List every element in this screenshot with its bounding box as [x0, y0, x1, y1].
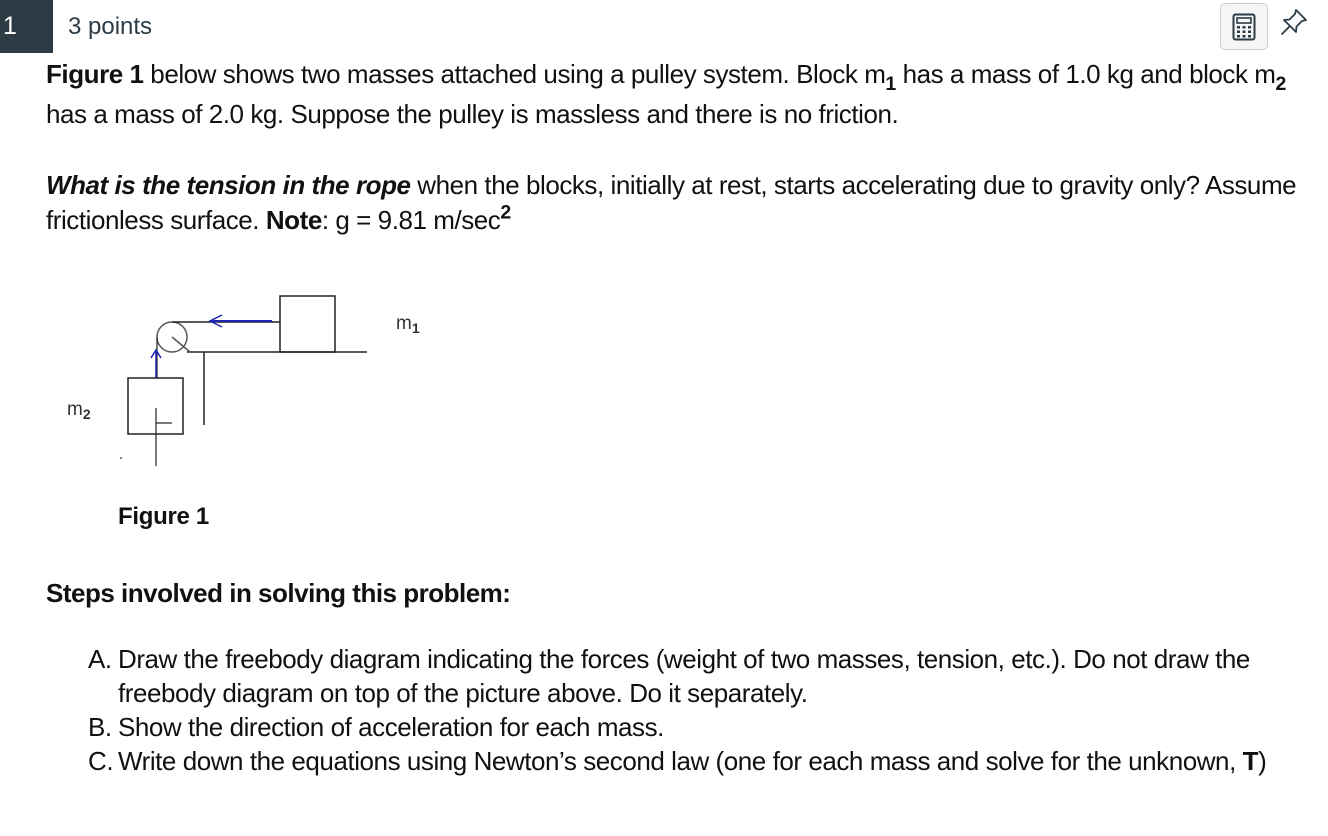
steps-list	[88, 642, 1308, 778]
figure-reference: Figure 1	[46, 59, 144, 89]
step-text: Write down the equations using Newton’s second law (one for each mass and solve for the unknown,	[118, 746, 1243, 776]
problem-intro: Figure 1 below shows two masses attached using a pulley system. Block $m_1$ has a mass of 1.0 kg and block $m_2$ has a mass of 2.0 kg. Suppose the pulley is massless and there is no friction.	[46, 59, 1286, 129]
steps-heading: Steps involved in solving this problem:	[46, 578, 511, 608]
step-bold-tail: T	[1242, 746, 1259, 776]
figure-caption: Figure 1	[118, 503, 209, 530]
question-points: 3 points	[68, 13, 153, 40]
question-prompt: What is the tension in the rope when the blocks, initially at rest, starts accelerating due to gravity only? Assume frictionless surface. Note: g = 9.81 $m/\sec^2$	[46, 170, 1297, 235]
stray-dot	[120, 457, 122, 459]
step-letter: A.	[88, 644, 112, 674]
note-label: Note	[265, 205, 322, 235]
calculator-icon	[1232, 13, 1256, 41]
step-text: Draw the freebody diagram indicating the forces (weight of two masses, tension, etc.). Do not draw the freebody diagram on top of the picture above. Do it separately.	[118, 644, 1250, 708]
prompt-emphasis: What is the tension in the rope	[46, 170, 411, 200]
block-m1	[280, 296, 335, 352]
step-item	[88, 710, 1308, 744]
pulley-figure	[60, 286, 420, 476]
question-number: 1	[0, 0, 53, 53]
step-text: Show the direction of acceleration for each mass.	[118, 712, 664, 742]
m1-label: $m_1$	[396, 313, 420, 336]
step-letter: C.	[88, 746, 114, 776]
step-item	[88, 642, 1308, 710]
m2-label: $m_2$	[67, 399, 91, 422]
step-letter: B.	[88, 712, 112, 742]
calculator-button[interactable]	[1220, 3, 1268, 50]
pin-icon[interactable]	[1278, 6, 1310, 38]
step-item: C. Write down the equations using Newton’s second law (one for each mass and solve for the unknown, T)	[88, 746, 1267, 776]
